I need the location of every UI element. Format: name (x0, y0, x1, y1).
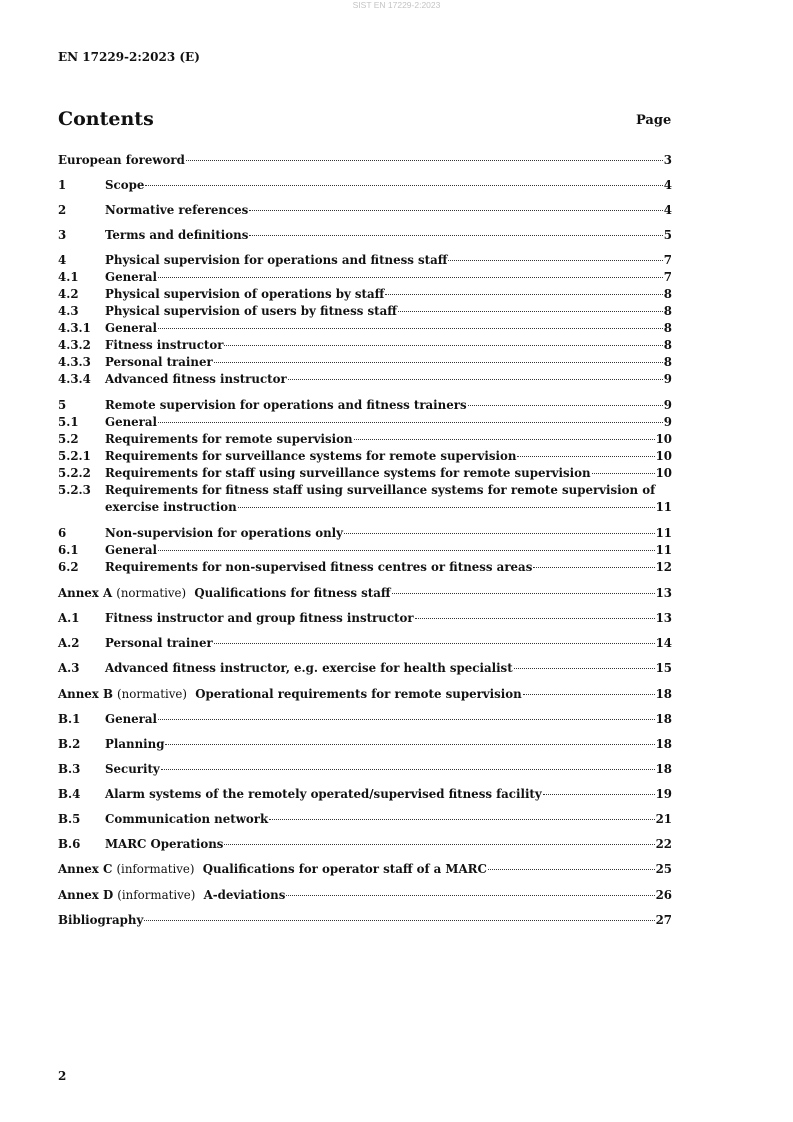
page-column-label: Page (636, 113, 672, 128)
toc-entry[interactable] (58, 737, 672, 752)
toc-entry-page: 9 (663, 398, 672, 412)
toc-entry-number: B.6 (58, 837, 81, 851)
toc-entry[interactable] (58, 712, 672, 727)
toc-entry-title: Advanced fitness instructor, e.g. exercise for health specialist (105, 661, 513, 675)
toc-entry[interactable] (58, 661, 672, 676)
toc-entry[interactable] (58, 304, 672, 319)
toc-entry[interactable] (58, 913, 672, 928)
toc-entry-page: 11 (655, 500, 672, 514)
annex-title: Qualifications for fitness staff (194, 586, 391, 600)
toc-entry-number: 2 (58, 203, 67, 217)
dot-leader (145, 185, 662, 186)
toc-entry[interactable] (58, 837, 672, 852)
toc-entry-page: 4 (663, 203, 672, 217)
toc-entry-number: B.1 (58, 712, 81, 726)
annex-label: Annex A (58, 586, 113, 600)
toc-entry-page: 3 (663, 153, 672, 167)
toc-entry-number: 1 (58, 178, 67, 192)
toc-entry-page: 13 (655, 611, 672, 625)
toc-entry[interactable] (58, 253, 672, 268)
toc-annex-entry[interactable] (58, 687, 672, 702)
dot-leader (398, 311, 663, 312)
toc-entry-number: 4.2 (58, 287, 79, 301)
toc-entry[interactable] (58, 398, 672, 413)
dot-leader (214, 362, 663, 363)
toc-entry[interactable] (58, 611, 672, 626)
toc-entry-number: B.4 (58, 787, 81, 801)
dot-leader (158, 328, 663, 329)
dot-leader (249, 210, 662, 211)
annex-title: A-deviations (203, 888, 286, 902)
dot-leader (224, 844, 654, 845)
toc-entry-title: Security (105, 762, 160, 776)
toc-entry-page: 11 (655, 543, 672, 557)
toc-entry-page: 5 (663, 228, 672, 242)
dot-leader (488, 869, 655, 870)
annex-type: (normative) (116, 586, 187, 600)
toc-entry-continuation[interactable] (105, 500, 672, 515)
toc-entry[interactable] (58, 636, 672, 651)
toc-entry-title: General (105, 321, 158, 335)
dot-leader (161, 769, 655, 770)
toc-entry-page: 9 (663, 415, 672, 429)
toc-entry-page: 8 (663, 287, 672, 301)
toc-entry-page: 8 (663, 355, 672, 369)
toc-entry-number: A.1 (58, 611, 80, 625)
toc-annex-title (58, 888, 285, 903)
toc-entry-number: 5.2.3 (58, 483, 91, 497)
toc-entry-title: General (105, 712, 158, 726)
toc-entry[interactable] (58, 762, 672, 777)
toc-entry-number: A.3 (58, 661, 80, 675)
toc-entry[interactable] (58, 449, 672, 464)
toc-entry-page: 8 (663, 321, 672, 335)
toc-entry-page: 10 (655, 466, 672, 480)
toc-entry-page: 11 (655, 526, 672, 540)
toc-annex-title (58, 586, 391, 601)
dot-leader (158, 422, 663, 423)
dot-leader (385, 294, 662, 295)
toc-entry[interactable] (58, 466, 672, 481)
dot-leader (165, 744, 654, 745)
dot-leader (392, 593, 655, 594)
toc-entry-number: 3 (58, 228, 67, 242)
dot-leader (468, 405, 663, 406)
toc-entry[interactable] (58, 483, 672, 498)
toc-entry-page: 25 (655, 862, 672, 876)
toc-entry[interactable] (58, 432, 672, 447)
toc-annex-title (58, 687, 522, 702)
dot-leader (344, 533, 655, 534)
toc-entry-title: European foreword (58, 153, 185, 167)
toc-entry-number: 5 (58, 398, 67, 412)
toc-annex-entry[interactable] (58, 888, 672, 903)
toc-entry-page: 18 (655, 712, 672, 726)
toc-entry-title: MARC Operations (105, 837, 224, 851)
toc-entry-title: Advanced fitness instructor (105, 372, 287, 386)
annex-type: (informative) (116, 862, 195, 876)
document-id: EN 17229-2:2023 (E) (58, 50, 200, 64)
toc-entry-number: 6.2 (58, 560, 79, 574)
toc-entry[interactable] (58, 372, 672, 387)
annex-type: (informative) (117, 888, 196, 902)
toc-entry[interactable] (58, 338, 672, 353)
dot-leader (448, 260, 662, 261)
toc-entry-title: Fitness instructor and group fitness instructor (105, 611, 414, 625)
annex-title: Operational requirements for remote supervision (195, 687, 522, 701)
toc-entry-title: Requirements for remote supervision (105, 432, 353, 446)
dot-leader (249, 235, 662, 236)
toc-entry[interactable] (58, 543, 672, 558)
toc-entry-number: 4.3.2 (58, 338, 91, 352)
toc-annex-title (58, 862, 487, 877)
dot-leader (592, 473, 655, 474)
toc-entry-page: 21 (655, 812, 672, 826)
toc-entry-number: 4 (58, 253, 67, 267)
dot-leader (214, 643, 655, 644)
toc-entry-number: 5.2.1 (58, 449, 91, 463)
toc-entry-page: 8 (663, 304, 672, 318)
dot-leader (158, 550, 655, 551)
toc-entry-page: 18 (655, 762, 672, 776)
toc-entry[interactable] (58, 355, 672, 370)
toc-entry-title: Scope (105, 178, 145, 192)
dot-leader (415, 618, 655, 619)
toc-entry-page: 12 (655, 560, 672, 574)
annex-title: Qualifications for operator staff of a MARC (202, 862, 487, 876)
annex-label: Annex C (58, 862, 113, 876)
dot-leader (158, 277, 663, 278)
toc-entry-page: 18 (655, 687, 672, 701)
toc-entry-title: Physical supervision of users by fitness staff (105, 304, 397, 318)
toc-entry-title: Bibliography (58, 913, 144, 927)
toc-entry-title: General (105, 270, 158, 284)
toc-entry-title-continuation: exercise instruction (105, 500, 237, 514)
dot-leader (286, 895, 654, 896)
toc-entry-number: 4.3.3 (58, 355, 91, 369)
toc-entry[interactable] (58, 287, 672, 302)
toc-entry-page: 8 (663, 338, 672, 352)
toc-entry-page: 9 (663, 372, 672, 386)
dot-leader (144, 920, 654, 921)
toc-entry[interactable] (58, 228, 672, 243)
toc-entry-title: Non-supervision for operations only (105, 526, 343, 540)
toc-entry-page: 4 (663, 178, 672, 192)
dot-leader (354, 439, 655, 440)
toc-entry-title: Requirements for surveillance systems for remote supervision (105, 449, 517, 463)
toc-entry-title: Physical supervision for operations and fitness staff (105, 253, 448, 267)
dot-leader (523, 694, 655, 695)
dot-leader (543, 794, 655, 795)
toc-entry-title: Terms and definitions (105, 228, 249, 242)
dot-leader (224, 345, 662, 346)
toc-entry-number: 6 (58, 526, 67, 540)
dot-leader (269, 819, 654, 820)
dot-leader (186, 160, 663, 161)
toc-entry-number: 4.3.1 (58, 321, 91, 335)
dot-leader (238, 507, 655, 508)
toc-entry-page: 10 (655, 449, 672, 463)
toc-entry-title: Fitness instructor (105, 338, 224, 352)
page-number: 2 (58, 1069, 67, 1083)
toc-entry-page: 7 (663, 270, 672, 284)
watermark: SIST EN 17229-2:2023 (352, 0, 441, 10)
toc-entry-number: 4.3 (58, 304, 79, 318)
toc-entry-title: Planning (105, 737, 165, 751)
toc-entry-number: 5.2.2 (58, 466, 91, 480)
annex-type: (normative) (117, 687, 187, 701)
dot-leader (158, 719, 655, 720)
toc-entry-page: 27 (655, 913, 672, 927)
toc-entry[interactable] (58, 203, 672, 218)
toc-entry-title: Personal trainer (105, 355, 213, 369)
toc-entry-title: Communication network (105, 812, 269, 826)
toc-entry-title: Requirements for non-supervised fitness centres or fitness areas (105, 560, 533, 574)
toc-entry-title: Physical supervision of operations by staff (105, 287, 385, 301)
toc-entry[interactable] (58, 812, 672, 827)
toc-entry-page: 7 (663, 253, 672, 267)
toc-entry-page: 15 (655, 661, 672, 675)
toc-entry-number: B.5 (58, 812, 81, 826)
toc-entry[interactable] (58, 787, 672, 802)
toc-entry-title: General (105, 415, 158, 429)
dot-leader (517, 456, 654, 457)
toc-entry-page: 22 (655, 837, 672, 851)
dot-leader (288, 379, 663, 380)
annex-label: Annex D (58, 888, 114, 902)
toc-entry[interactable] (58, 526, 672, 541)
toc-entry-number: 4.3.4 (58, 372, 91, 386)
toc-entry[interactable] (58, 270, 672, 285)
dot-leader (533, 567, 654, 568)
toc-entry-page: 19 (655, 787, 672, 801)
toc-entry[interactable] (58, 415, 672, 430)
toc-entry-title: Alarm systems of the remotely operated/supervised fitness facility (105, 787, 542, 801)
toc-entry-title: Requirements for staff using surveillance systems for remote supervision (105, 466, 591, 480)
annex-label: Annex B (58, 687, 113, 701)
toc-annex-entry[interactable] (58, 586, 672, 601)
toc-entry-title: General (105, 543, 158, 557)
toc-entry[interactable] (58, 321, 672, 336)
dot-leader (514, 668, 655, 669)
toc-annex-entry[interactable] (58, 862, 672, 877)
toc-entry-number: 5.2 (58, 432, 79, 446)
toc-entry-title: Remote supervision for operations and fitness trainers (105, 398, 467, 412)
toc-entry-title: Personal trainer (105, 636, 213, 650)
toc-entry-number: A.2 (58, 636, 80, 650)
toc-entry-title: Requirements for fitness staff using surveillance systems for remote supervision of (105, 483, 656, 497)
toc-entry-number: B.3 (58, 762, 81, 776)
toc-entry[interactable] (58, 560, 672, 575)
toc-entry-title: Normative references (105, 203, 249, 217)
toc-entry-page: 26 (655, 888, 672, 902)
toc-entry-page: 10 (655, 432, 672, 446)
toc-entry-number: B.2 (58, 737, 81, 751)
toc-entry-page: 13 (655, 586, 672, 600)
toc-entry-number: 4.1 (58, 270, 79, 284)
toc-entry-page: 18 (655, 737, 672, 751)
toc-entry[interactable] (58, 178, 672, 193)
toc-entry-page: 14 (655, 636, 672, 650)
toc-entry[interactable] (58, 153, 672, 168)
toc-entry-number: 5.1 (58, 415, 79, 429)
contents-title: Contents (58, 108, 154, 130)
toc-entry-number: 6.1 (58, 543, 79, 557)
